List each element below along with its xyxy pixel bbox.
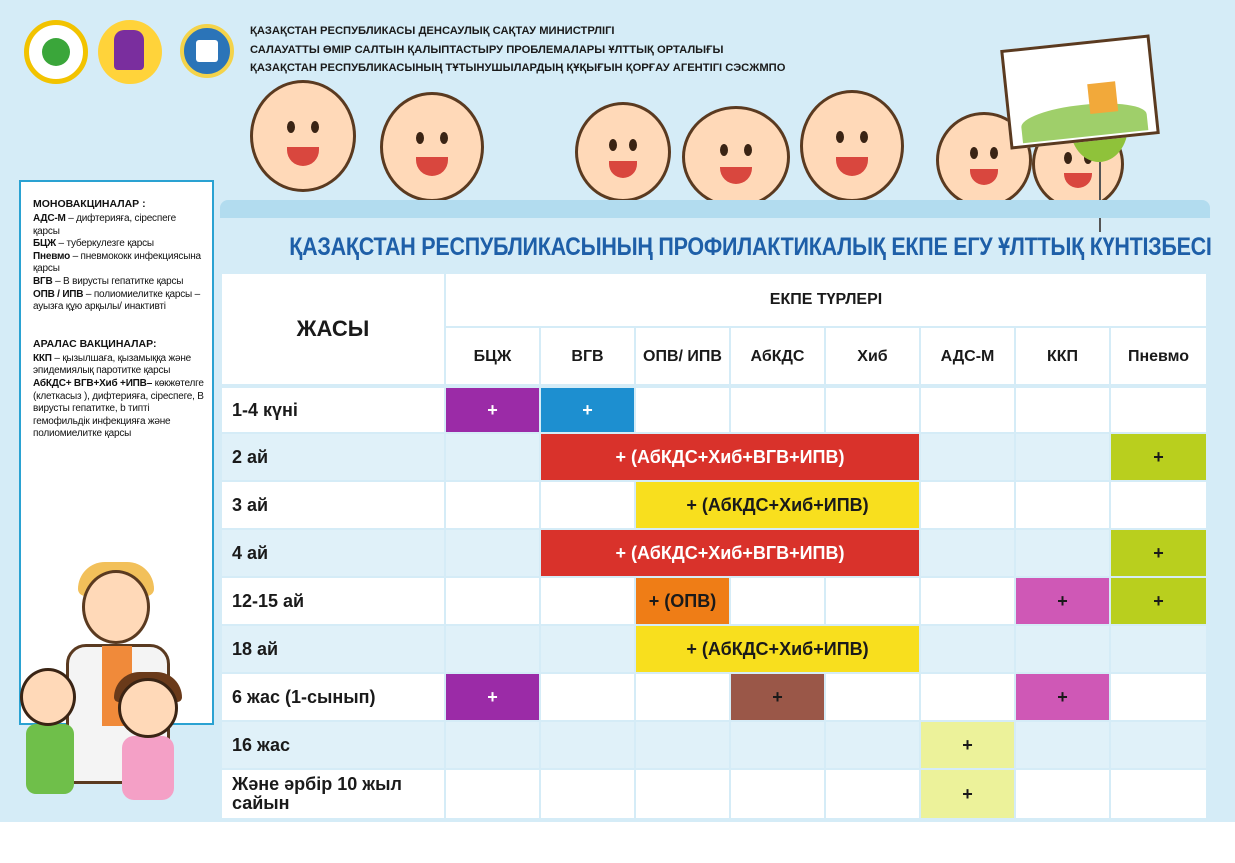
empty-schedule-cell: [826, 674, 921, 722]
schedule-row: [222, 674, 1208, 722]
legend-item: Пневмо – пневмококк инфекциясына қарсы: [33, 250, 201, 275]
empty-schedule-cell: [826, 578, 921, 626]
age-column-header: ЖАСЫ: [222, 272, 446, 386]
schedule-row: [222, 770, 1208, 820]
empty-schedule-cell: [1111, 674, 1208, 722]
empty-schedule-cell: [731, 770, 826, 820]
empty-schedule-cell: [1016, 626, 1111, 674]
kids-illustration: [190, 80, 1190, 220]
age-cell: 6 жас (1-сынып): [222, 674, 446, 722]
mixed-heading: АРАЛАС ВАКЦИНАЛАР:: [33, 337, 157, 350]
empty-schedule-cell: [1016, 770, 1111, 820]
empty-schedule-cell: [636, 386, 731, 434]
vaccination-mark-cell: +: [446, 674, 541, 722]
empty-schedule-cell: [1016, 722, 1111, 770]
empty-schedule-cell: [826, 386, 921, 434]
org-line-agency: ҚАЗАҚСТАН РЕСПУБЛИКАСЫНЫҢ ТҰТЫНУШЫЛАРДЫҢ ҚҰҚЫҒЫН ҚОРҒАУ АГЕНТІГІ СЭСЖМПО: [250, 62, 786, 74]
empty-schedule-cell: [1111, 482, 1208, 530]
empty-schedule-cell: [446, 770, 541, 820]
empty-schedule-cell: [921, 530, 1016, 578]
vaccination-mark-cell: + (АбКДС+Хиб+ИПВ): [636, 482, 921, 530]
vaccination-mark-cell: + (АбКДС+Хиб+ВГВ+ИПВ): [541, 530, 921, 578]
kid-face-illustration: [682, 106, 790, 208]
empty-schedule-cell: [1111, 626, 1208, 674]
age-cell: Және әрбір 10 жыл сайын: [222, 770, 446, 820]
kid-face-illustration: [250, 80, 356, 192]
organization-names: [250, 22, 850, 78]
schedule-row: [222, 626, 1208, 674]
schedule-row: [222, 722, 1208, 770]
empty-schedule-cell: [541, 770, 636, 820]
doctor-with-kids-illustration: [20, 560, 200, 822]
empty-schedule-cell: [731, 722, 826, 770]
age-cell: 12-15 ай: [222, 578, 446, 626]
vaccination-mark-cell: +: [1111, 434, 1208, 482]
empty-schedule-cell: [446, 722, 541, 770]
vaccination-mark-cell: + (АбКДС+Хиб+ВГВ+ИПВ): [541, 434, 921, 482]
empty-schedule-cell: [921, 578, 1016, 626]
legend-item: БЦЖ – туберкулезге қарсы: [33, 238, 154, 250]
vaccination-mark-cell: + (АбКДС+Хиб+ИПВ): [636, 626, 921, 674]
vaccination-schedule-table: [222, 272, 1208, 820]
schedule-row: [222, 530, 1208, 578]
empty-schedule-cell: [1111, 722, 1208, 770]
legend-item: ОПВ / ИПВ – полиомиелитке қарсы – ауызға құю арқылы/ инактивті: [33, 288, 200, 313]
vaccination-mark-cell: +: [1016, 674, 1111, 722]
age-cell: 18 ай: [222, 626, 446, 674]
empty-schedule-cell: [1016, 434, 1111, 482]
empty-schedule-cell: [921, 626, 1016, 674]
vaccine-column-header: АДС-М: [921, 328, 1016, 386]
vaccination-mark-cell: +: [1016, 578, 1111, 626]
vaccine-column-header: ОПВ/ ИПВ: [636, 328, 731, 386]
agency-logo: [180, 24, 234, 78]
vaccine-column-header: ВГВ: [541, 328, 636, 386]
age-cell: 3 ай: [222, 482, 446, 530]
empty-schedule-cell: [1016, 386, 1111, 434]
balloon-string: [1099, 162, 1101, 232]
kid-face-illustration: [575, 102, 671, 202]
vaccination-mark-cell: +: [731, 674, 826, 722]
vaccine-types-header: ЕКПЕ ТҮРЛЕРІ: [446, 272, 1208, 328]
kid-face-illustration: [800, 90, 904, 202]
legend-item: ККП – қызылшаға, қызамыққа және эпидемиялық паротитке қарсы: [33, 352, 192, 377]
vaccine-column-header: Пневмо: [1111, 328, 1208, 386]
empty-schedule-cell: [636, 770, 731, 820]
org-line-ministry: ҚАЗАҚСТАН РЕСПУБЛИКАСЫ ДЕНСАУЛЫҚ САҚТАУ МИНИСТРЛІГІ: [250, 25, 615, 37]
legend-item: ВГВ – В вирусты гепатитке қарсы: [33, 275, 184, 287]
vaccination-mark-cell: +: [921, 770, 1016, 820]
vaccination-mark-cell: + (ОПВ): [636, 578, 731, 626]
empty-schedule-cell: [731, 578, 826, 626]
vaccination-mark-cell: +: [1111, 578, 1208, 626]
age-cell: 4 ай: [222, 530, 446, 578]
page-title: ҚАЗАҚСТАН РЕСПУБЛИКАСЫНЫҢ ПРОФИЛАКТИКАЛЫҚ ЕКПЕ ЕГУ ҰЛТТЫҚ КҮНТІЗБЕСІ: [289, 233, 1212, 261]
empty-schedule-cell: [541, 674, 636, 722]
house-drawing-illustration: [1000, 34, 1160, 149]
empty-schedule-cell: [921, 386, 1016, 434]
empty-schedule-cell: [731, 386, 826, 434]
vaccine-column-header: Хиб: [826, 328, 921, 386]
legend-item: АбКДС+ ВГВ+Хиб +ИПВ– көкжөтелге (клеткасыз ), дифтерияға, сіреспеге, В вирусты гепатитке, b типті гемофильдік инфекцияға және полиомиелитке қарсы: [33, 377, 204, 440]
empty-schedule-cell: [1016, 482, 1111, 530]
age-cell: 1-4 күні: [222, 386, 446, 434]
empty-schedule-cell: [446, 626, 541, 674]
fence-ledge: [220, 200, 1210, 218]
empty-schedule-cell: [636, 722, 731, 770]
empty-schedule-cell: [541, 578, 636, 626]
mono-heading: МОНОВАКЦИНАЛАР :: [33, 198, 146, 210]
kid-face-illustration: [380, 92, 484, 202]
vaccine-column-header: ККП: [1016, 328, 1111, 386]
schedule-row: [222, 386, 1208, 434]
vaccination-mark-cell: +: [921, 722, 1016, 770]
empty-schedule-cell: [636, 674, 731, 722]
empty-schedule-cell: [541, 482, 636, 530]
empty-schedule-cell: [921, 434, 1016, 482]
empty-schedule-cell: [826, 770, 921, 820]
empty-schedule-cell: [921, 674, 1016, 722]
age-cell: 16 жас: [222, 722, 446, 770]
empty-schedule-cell: [446, 578, 541, 626]
empty-schedule-cell: [1111, 386, 1208, 434]
empty-schedule-cell: [541, 626, 636, 674]
empty-schedule-cell: [446, 434, 541, 482]
schedule-row: [222, 578, 1208, 626]
vaccine-column-header: АбКДС: [731, 328, 826, 386]
legend-item: АДС-М – дифтерияға, сіреспеге қарсы: [33, 213, 177, 237]
empty-schedule-cell: [921, 482, 1016, 530]
org-line-center: САЛАУАТТЫ ӨМІР САЛТЫН ҚАЛЫПТАСТЫРУ ПРОБЛЕМАЛАРЫ ҰЛТТЫҚ ОРТАЛЫҒЫ: [250, 43, 724, 56]
seal-logo: [24, 20, 88, 84]
family-logo: [98, 20, 162, 84]
schedule-row: [222, 482, 1208, 530]
vaccination-mark-cell: +: [1111, 530, 1208, 578]
empty-schedule-cell: [826, 722, 921, 770]
empty-schedule-cell: [1016, 530, 1111, 578]
empty-schedule-cell: [541, 722, 636, 770]
empty-schedule-cell: [1111, 770, 1208, 820]
vaccination-mark-cell: +: [541, 386, 636, 434]
schedule-row: [222, 434, 1208, 482]
vaccine-column-header: БЦЖ: [446, 328, 541, 386]
age-cell: 2 ай: [222, 434, 446, 482]
vaccination-mark-cell: +: [446, 386, 541, 434]
empty-schedule-cell: [446, 530, 541, 578]
empty-schedule-cell: [446, 482, 541, 530]
